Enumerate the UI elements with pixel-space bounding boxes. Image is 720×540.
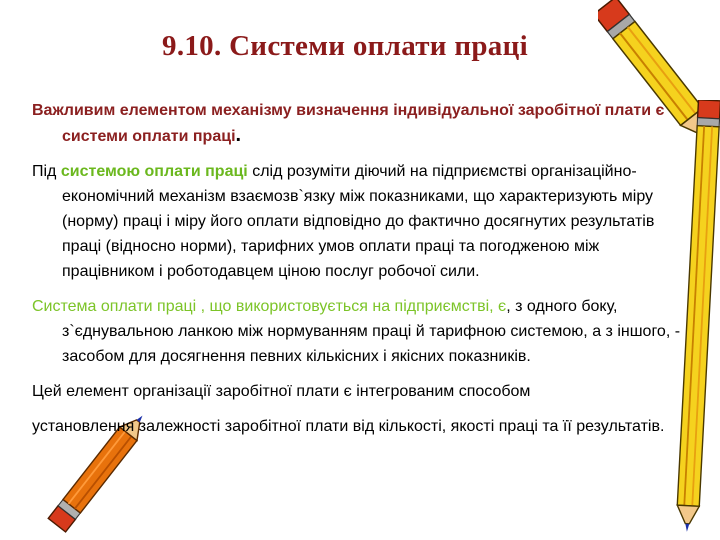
- paragraph-4: [32, 379, 692, 404]
- paragraph-3-rest: , з одного боку, з`єднувальною ланкою між нормуванням праці й тарифною системою, а з іншого, - засобом для досягнення певних кількісних і якісних показників.: [62, 298, 681, 365]
- paragraph-5: [32, 414, 692, 439]
- paragraph-1-text: Важливим елементом механізму визначення індивідуальної заробітної плати є системи оплати праці: [32, 102, 665, 145]
- paragraph-2-lead: Під: [32, 163, 61, 180]
- paragraph-2-highlight: системою оплати праці: [60, 163, 248, 180]
- paragraph-4-text: Цей елемент організації заробітної плати є інтегрованим способом: [32, 383, 531, 400]
- paragraph-5-text: установлення залежності заробітної плати від кількості, якості праці та її результатів.: [32, 418, 665, 435]
- paragraph-1: [32, 98, 692, 149]
- paragraph-1-end: .: [235, 124, 242, 146]
- paragraph-3-highlight: Система оплати праці , що використовується на підприємстві, є: [32, 298, 507, 315]
- slide-body: [32, 98, 692, 439]
- paragraph-2-rest: слід розуміти діючий на підприємстві організаційно-економічний механізм взаємозв`язку між показниками, що характеризують міру (норму) праці і міру його оплати відповідно до фактично досягнутих результатів праці (відносно норми), тарифних умов оплати праці та погодженою між працівником і роботодавцем ціною послуг робочої сили.: [62, 163, 655, 280]
- slide-title: 9.10. Системи оплати праці: [162, 30, 528, 62]
- paragraph-3: [32, 294, 692, 369]
- paragraph-2: [32, 159, 692, 284]
